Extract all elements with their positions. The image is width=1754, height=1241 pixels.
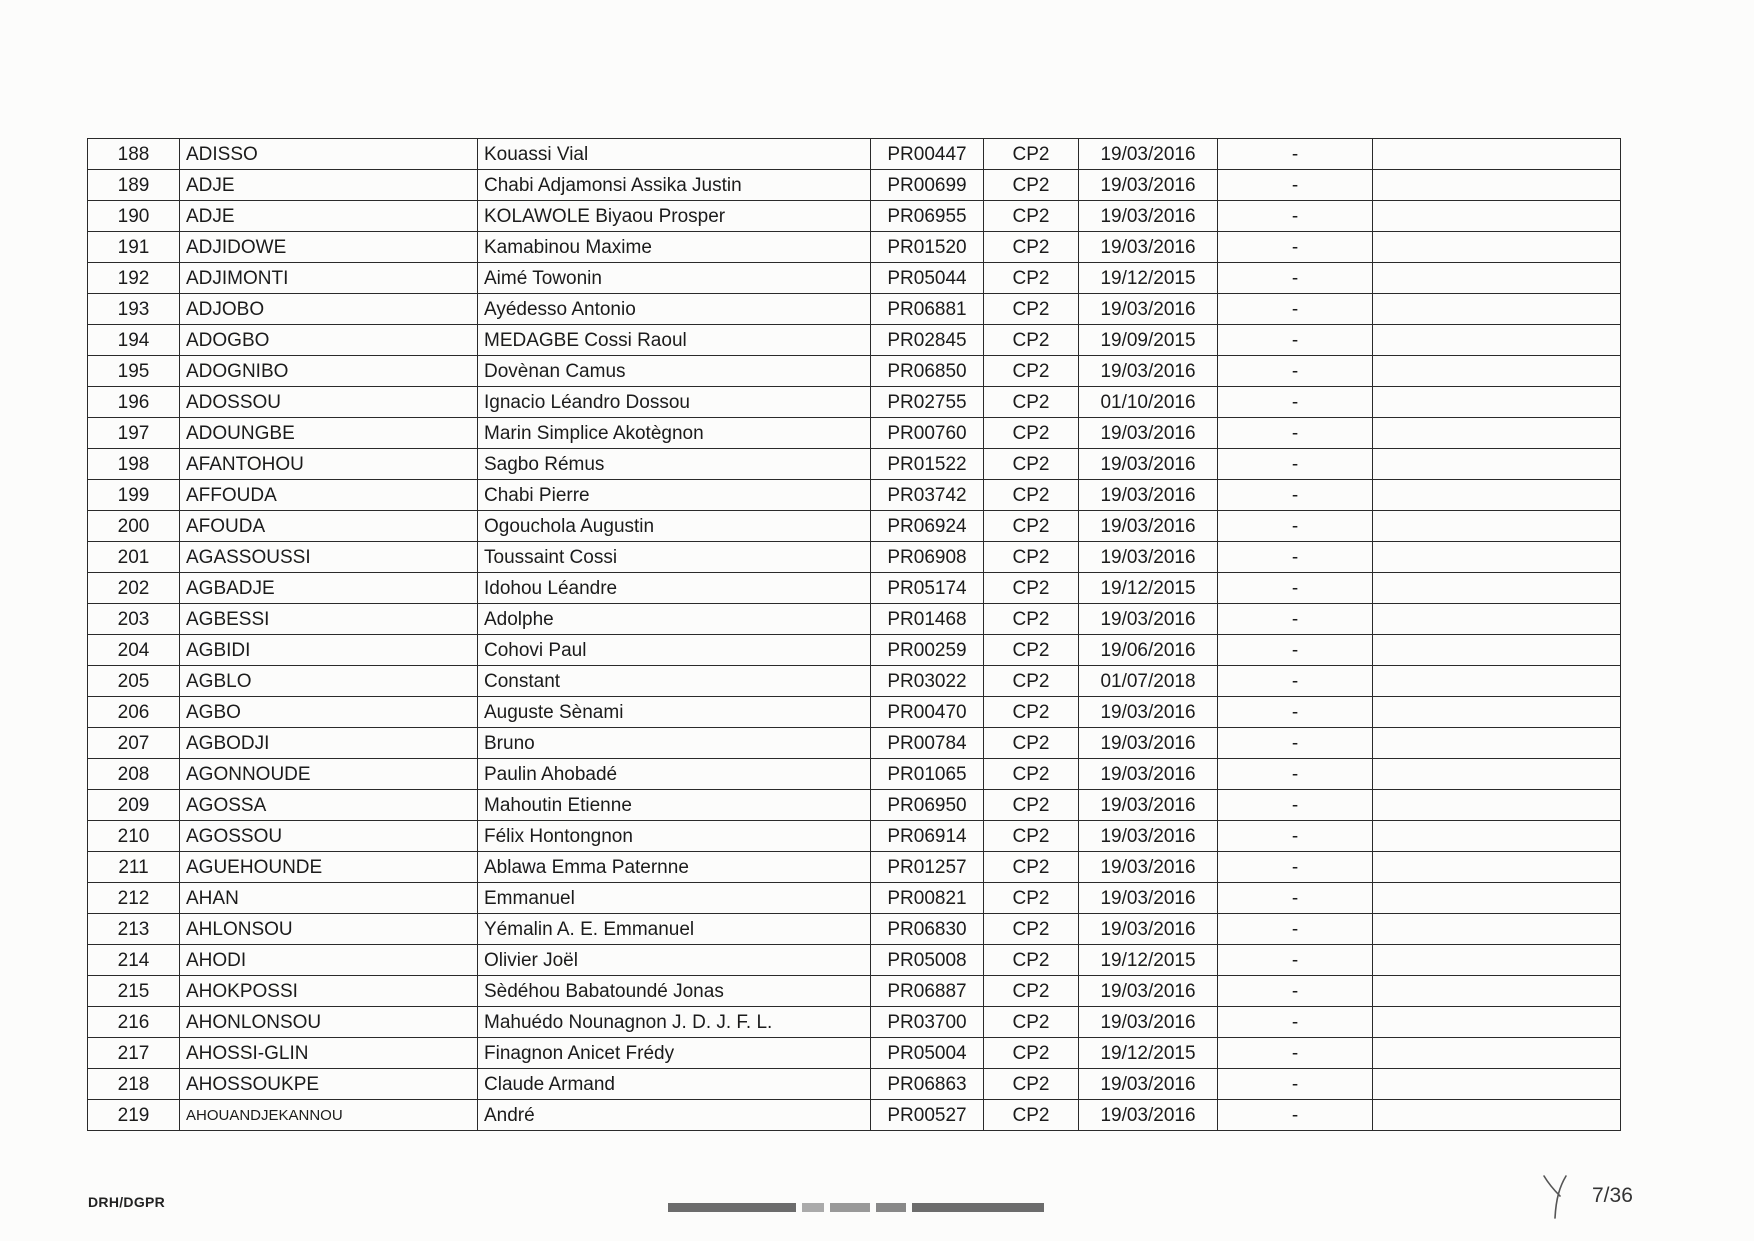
- date-cell: 19/03/2016: [1079, 1007, 1218, 1038]
- registration-number-cell: PR01522: [871, 449, 984, 480]
- table-row: [88, 294, 1621, 325]
- empty-cell: [1373, 914, 1621, 945]
- row-number-cell: 196: [88, 387, 180, 418]
- remark-cell: -: [1218, 945, 1373, 976]
- date-cell: 19/12/2015: [1079, 573, 1218, 604]
- table-row: [88, 914, 1621, 945]
- empty-cell: [1373, 542, 1621, 573]
- first-names-cell: Sèdéhou Babatoundé Jonas: [478, 976, 871, 1007]
- remark-cell: -: [1218, 325, 1373, 356]
- table-row: [88, 201, 1621, 232]
- registration-number-cell: PR05044: [871, 263, 984, 294]
- row-number-cell: 211: [88, 852, 180, 883]
- table-row: [88, 511, 1621, 542]
- remark-cell: -: [1218, 387, 1373, 418]
- table-row: [88, 573, 1621, 604]
- first-names-cell: Olivier Joël: [478, 945, 871, 976]
- first-names-cell: Cohovi Paul: [478, 635, 871, 666]
- last-name-cell: ADJE: [180, 201, 478, 232]
- empty-cell: [1373, 1069, 1621, 1100]
- row-number-cell: 212: [88, 883, 180, 914]
- date-cell: 19/03/2016: [1079, 604, 1218, 635]
- first-names-cell: Ayédesso Antonio: [478, 294, 871, 325]
- grade-cell: CP2: [984, 883, 1079, 914]
- first-names-cell: MEDAGBE Cossi Raoul: [478, 325, 871, 356]
- empty-cell: [1373, 511, 1621, 542]
- empty-cell: [1373, 697, 1621, 728]
- first-names-cell: Idohou Léandre: [478, 573, 871, 604]
- table-row: [88, 728, 1621, 759]
- first-names-cell: Constant: [478, 666, 871, 697]
- remark-cell: -: [1218, 1007, 1373, 1038]
- table-row: [88, 852, 1621, 883]
- date-cell: 19/03/2016: [1079, 883, 1218, 914]
- empty-cell: [1373, 852, 1621, 883]
- registration-number-cell: PR06887: [871, 976, 984, 1007]
- first-names-cell: Sagbo Rémus: [478, 449, 871, 480]
- grade-cell: CP2: [984, 139, 1079, 170]
- grade-cell: CP2: [984, 170, 1079, 201]
- registration-number-cell: PR00470: [871, 697, 984, 728]
- registration-number-cell: PR05008: [871, 945, 984, 976]
- first-names-cell: Marin Simplice Akotègnon: [478, 418, 871, 449]
- page-number: 7/36: [1592, 1184, 1633, 1207]
- grade-cell: CP2: [984, 1007, 1079, 1038]
- grade-cell: CP2: [984, 821, 1079, 852]
- empty-cell: [1373, 945, 1621, 976]
- table-row: [88, 387, 1621, 418]
- row-number-cell: 188: [88, 139, 180, 170]
- table-row: [88, 418, 1621, 449]
- date-cell: 19/09/2015: [1079, 325, 1218, 356]
- grade-cell: CP2: [984, 728, 1079, 759]
- empty-cell: [1373, 635, 1621, 666]
- first-names-cell: Chabi Adjamonsi Assika Justin: [478, 170, 871, 201]
- date-cell: 19/03/2016: [1079, 232, 1218, 263]
- registration-number-cell: PR02755: [871, 387, 984, 418]
- table-row: [88, 1069, 1621, 1100]
- row-number-cell: 194: [88, 325, 180, 356]
- grade-cell: CP2: [984, 1038, 1079, 1069]
- date-cell: 19/03/2016: [1079, 449, 1218, 480]
- last-name-cell: ADOSSOU: [180, 387, 478, 418]
- empty-cell: [1373, 356, 1621, 387]
- remark-cell: -: [1218, 821, 1373, 852]
- empty-cell: [1373, 294, 1621, 325]
- last-name-cell: AFANTOHOU: [180, 449, 478, 480]
- date-cell: 19/03/2016: [1079, 1100, 1218, 1131]
- remark-cell: -: [1218, 356, 1373, 387]
- last-name-cell: AGBO: [180, 697, 478, 728]
- registration-number-cell: PR01257: [871, 852, 984, 883]
- grade-cell: CP2: [984, 418, 1079, 449]
- grade-cell: CP2: [984, 542, 1079, 573]
- grade-cell: CP2: [984, 604, 1079, 635]
- row-number-cell: 207: [88, 728, 180, 759]
- grade-cell: CP2: [984, 945, 1079, 976]
- first-names-cell: Ignacio Léandro Dossou: [478, 387, 871, 418]
- date-cell: 19/03/2016: [1079, 976, 1218, 1007]
- empty-cell: [1373, 821, 1621, 852]
- row-number-cell: 201: [88, 542, 180, 573]
- grade-cell: CP2: [984, 480, 1079, 511]
- table-row: [88, 976, 1621, 1007]
- last-name-cell: AHOUANDJEKANNOU: [180, 1100, 478, 1131]
- last-name-cell: AHLONSOU: [180, 914, 478, 945]
- date-cell: 19/03/2016: [1079, 821, 1218, 852]
- row-number-cell: 208: [88, 759, 180, 790]
- last-name-cell: AGBIDI: [180, 635, 478, 666]
- remark-cell: -: [1218, 480, 1373, 511]
- remark-cell: -: [1218, 542, 1373, 573]
- date-cell: 19/12/2015: [1079, 945, 1218, 976]
- grade-cell: CP2: [984, 294, 1079, 325]
- row-number-cell: 200: [88, 511, 180, 542]
- row-number-cell: 191: [88, 232, 180, 263]
- empty-cell: [1373, 201, 1621, 232]
- personnel-table: [87, 138, 1621, 1131]
- date-cell: 19/03/2016: [1079, 511, 1218, 542]
- date-cell: 19/03/2016: [1079, 728, 1218, 759]
- registration-number-cell: PR06955: [871, 201, 984, 232]
- first-names-cell: Mahuédo Nounagnon J. D. J. F. L.: [478, 1007, 871, 1038]
- registration-number-cell: PR01468: [871, 604, 984, 635]
- last-name-cell: AHOSSI-GLIN: [180, 1038, 478, 1069]
- row-number-cell: 197: [88, 418, 180, 449]
- last-name-cell: AFOUDA: [180, 511, 478, 542]
- last-name-cell: AGBLO: [180, 666, 478, 697]
- first-names-cell: Adolphe: [478, 604, 871, 635]
- date-cell: 19/03/2016: [1079, 914, 1218, 945]
- registration-number-cell: PR05174: [871, 573, 984, 604]
- first-names-cell: Dovènan Camus: [478, 356, 871, 387]
- remark-cell: -: [1218, 604, 1373, 635]
- date-cell: 19/03/2016: [1079, 759, 1218, 790]
- remark-cell: -: [1218, 883, 1373, 914]
- remark-cell: -: [1218, 697, 1373, 728]
- registration-number-cell: PR06924: [871, 511, 984, 542]
- row-number-cell: 198: [88, 449, 180, 480]
- table-row: [88, 759, 1621, 790]
- grade-cell: CP2: [984, 697, 1079, 728]
- last-name-cell: AGOSSA: [180, 790, 478, 821]
- table-row: [88, 1100, 1621, 1131]
- grade-cell: CP2: [984, 356, 1079, 387]
- grade-cell: CP2: [984, 449, 1079, 480]
- empty-cell: [1373, 170, 1621, 201]
- date-cell: 19/03/2016: [1079, 790, 1218, 821]
- registration-number-cell: PR00760: [871, 418, 984, 449]
- row-number-cell: 214: [88, 945, 180, 976]
- table-row: [88, 139, 1621, 170]
- first-names-cell: KOLAWOLE Biyaou Prosper: [478, 201, 871, 232]
- grade-cell: CP2: [984, 263, 1079, 294]
- grade-cell: CP2: [984, 325, 1079, 356]
- registration-number-cell: PR00821: [871, 883, 984, 914]
- table-row: [88, 232, 1621, 263]
- row-number-cell: 210: [88, 821, 180, 852]
- last-name-cell: AFFOUDA: [180, 480, 478, 511]
- first-names-cell: Félix Hontongnon: [478, 821, 871, 852]
- registration-number-cell: PR06830: [871, 914, 984, 945]
- date-cell: 19/03/2016: [1079, 418, 1218, 449]
- row-number-cell: 189: [88, 170, 180, 201]
- grade-cell: CP2: [984, 976, 1079, 1007]
- remark-cell: -: [1218, 294, 1373, 325]
- table-row: [88, 883, 1621, 914]
- table-row: [88, 170, 1621, 201]
- first-names-cell: Aimé Towonin: [478, 263, 871, 294]
- first-names-cell: Toussaint Cossi: [478, 542, 871, 573]
- row-number-cell: 217: [88, 1038, 180, 1069]
- row-number-cell: 205: [88, 666, 180, 697]
- table-row: [88, 604, 1621, 635]
- table-row: [88, 263, 1621, 294]
- date-cell: 19/03/2016: [1079, 697, 1218, 728]
- registration-number-cell: PR03742: [871, 480, 984, 511]
- date-cell: 19/03/2016: [1079, 170, 1218, 201]
- registration-number-cell: PR03700: [871, 1007, 984, 1038]
- first-names-cell: Yémalin A. E. Emmanuel: [478, 914, 871, 945]
- registration-number-cell: PR06881: [871, 294, 984, 325]
- registration-number-cell: PR00259: [871, 635, 984, 666]
- registration-number-cell: PR02845: [871, 325, 984, 356]
- registration-number-cell: PR05004: [871, 1038, 984, 1069]
- remark-cell: -: [1218, 1069, 1373, 1100]
- last-name-cell: ADOGBO: [180, 325, 478, 356]
- first-names-cell: Ogouchola Augustin: [478, 511, 871, 542]
- footer-stamp-mark: [668, 1203, 1054, 1212]
- last-name-cell: ADJIDOWE: [180, 232, 478, 263]
- table-row: [88, 821, 1621, 852]
- last-name-cell: AGONNOUDE: [180, 759, 478, 790]
- remark-cell: -: [1218, 139, 1373, 170]
- first-names-cell: Bruno: [478, 728, 871, 759]
- empty-cell: [1373, 480, 1621, 511]
- remark-cell: -: [1218, 759, 1373, 790]
- row-number-cell: 218: [88, 1069, 180, 1100]
- first-names-cell: André: [478, 1100, 871, 1131]
- last-name-cell: ADJE: [180, 170, 478, 201]
- table-row: [88, 666, 1621, 697]
- row-number-cell: 209: [88, 790, 180, 821]
- empty-cell: [1373, 604, 1621, 635]
- remark-cell: -: [1218, 852, 1373, 883]
- registration-number-cell: PR00784: [871, 728, 984, 759]
- row-number-cell: 192: [88, 263, 180, 294]
- empty-cell: [1373, 1007, 1621, 1038]
- first-names-cell: Finagnon Anicet Frédy: [478, 1038, 871, 1069]
- table-row: [88, 945, 1621, 976]
- last-name-cell: AGBESSI: [180, 604, 478, 635]
- row-number-cell: 195: [88, 356, 180, 387]
- remark-cell: -: [1218, 976, 1373, 1007]
- grade-cell: CP2: [984, 666, 1079, 697]
- table-row: [88, 325, 1621, 356]
- last-name-cell: AHODI: [180, 945, 478, 976]
- table-row: [88, 1007, 1621, 1038]
- table-row: [88, 356, 1621, 387]
- table-row: [88, 542, 1621, 573]
- first-names-cell: Kamabinou Maxime: [478, 232, 871, 263]
- date-cell: 19/03/2016: [1079, 201, 1218, 232]
- empty-cell: [1373, 790, 1621, 821]
- first-names-cell: Mahoutin Etienne: [478, 790, 871, 821]
- registration-number-cell: PR03022: [871, 666, 984, 697]
- first-names-cell: Claude Armand: [478, 1069, 871, 1100]
- grade-cell: CP2: [984, 573, 1079, 604]
- registration-number-cell: PR06863: [871, 1069, 984, 1100]
- first-names-cell: Paulin Ahobadé: [478, 759, 871, 790]
- empty-cell: [1373, 976, 1621, 1007]
- remark-cell: -: [1218, 201, 1373, 232]
- date-cell: 19/03/2016: [1079, 139, 1218, 170]
- remark-cell: -: [1218, 914, 1373, 945]
- registration-number-cell: PR00527: [871, 1100, 984, 1131]
- empty-cell: [1373, 759, 1621, 790]
- last-name-cell: AGASSOUSSI: [180, 542, 478, 573]
- table-row: [88, 1038, 1621, 1069]
- table-row: [88, 480, 1621, 511]
- grade-cell: CP2: [984, 1069, 1079, 1100]
- remark-cell: -: [1218, 232, 1373, 263]
- last-name-cell: AGBODJI: [180, 728, 478, 759]
- row-number-cell: 193: [88, 294, 180, 325]
- remark-cell: -: [1218, 170, 1373, 201]
- row-number-cell: 219: [88, 1100, 180, 1131]
- table-body: [88, 139, 1621, 1131]
- date-cell: 19/03/2016: [1079, 1069, 1218, 1100]
- remark-cell: -: [1218, 728, 1373, 759]
- first-names-cell: Ablawa Emma Paternne: [478, 852, 871, 883]
- row-number-cell: 206: [88, 697, 180, 728]
- last-name-cell: AGBADJE: [180, 573, 478, 604]
- first-names-cell: Kouassi Vial: [478, 139, 871, 170]
- grade-cell: CP2: [984, 201, 1079, 232]
- last-name-cell: AHOSSOUKPE: [180, 1069, 478, 1100]
- date-cell: 19/03/2016: [1079, 294, 1218, 325]
- grade-cell: CP2: [984, 1100, 1079, 1131]
- date-cell: 19/12/2015: [1079, 263, 1218, 294]
- remark-cell: -: [1218, 449, 1373, 480]
- registration-number-cell: PR01065: [871, 759, 984, 790]
- row-number-cell: 190: [88, 201, 180, 232]
- row-number-cell: 215: [88, 976, 180, 1007]
- registration-number-cell: PR06908: [871, 542, 984, 573]
- empty-cell: [1373, 139, 1621, 170]
- empty-cell: [1373, 883, 1621, 914]
- remark-cell: -: [1218, 635, 1373, 666]
- last-name-cell: ADJOBO: [180, 294, 478, 325]
- registration-number-cell: PR06914: [871, 821, 984, 852]
- last-name-cell: AGUEHOUNDE: [180, 852, 478, 883]
- date-cell: 19/03/2016: [1079, 356, 1218, 387]
- last-name-cell: AGOSSOU: [180, 821, 478, 852]
- empty-cell: [1373, 666, 1621, 697]
- date-cell: 01/10/2016: [1079, 387, 1218, 418]
- grade-cell: CP2: [984, 790, 1079, 821]
- empty-cell: [1373, 263, 1621, 294]
- registration-number-cell: PR00447: [871, 139, 984, 170]
- table-row: [88, 697, 1621, 728]
- last-name-cell: ADOGNIBO: [180, 356, 478, 387]
- remark-cell: -: [1218, 573, 1373, 604]
- row-number-cell: 202: [88, 573, 180, 604]
- handwritten-initials: [1540, 1172, 1570, 1222]
- empty-cell: [1373, 232, 1621, 263]
- empty-cell: [1373, 1100, 1621, 1131]
- empty-cell: [1373, 1038, 1621, 1069]
- empty-cell: [1373, 573, 1621, 604]
- table-row: [88, 449, 1621, 480]
- date-cell: 01/07/2018: [1079, 666, 1218, 697]
- last-name-cell: AHOKPOSSI: [180, 976, 478, 1007]
- remark-cell: -: [1218, 666, 1373, 697]
- empty-cell: [1373, 418, 1621, 449]
- empty-cell: [1373, 728, 1621, 759]
- registration-number-cell: PR00699: [871, 170, 984, 201]
- grade-cell: CP2: [984, 232, 1079, 263]
- row-number-cell: 213: [88, 914, 180, 945]
- grade-cell: CP2: [984, 511, 1079, 542]
- first-names-cell: Chabi Pierre: [478, 480, 871, 511]
- remark-cell: -: [1218, 1100, 1373, 1131]
- table-row: [88, 790, 1621, 821]
- last-name-cell: AHONLONSOU: [180, 1007, 478, 1038]
- grade-cell: CP2: [984, 387, 1079, 418]
- date-cell: 19/12/2015: [1079, 1038, 1218, 1069]
- last-name-cell: AHAN: [180, 883, 478, 914]
- row-number-cell: 216: [88, 1007, 180, 1038]
- last-name-cell: ADISSO: [180, 139, 478, 170]
- remark-cell: -: [1218, 790, 1373, 821]
- row-number-cell: 204: [88, 635, 180, 666]
- registration-number-cell: PR06950: [871, 790, 984, 821]
- remark-cell: -: [1218, 418, 1373, 449]
- last-name-cell: ADJIMONTI: [180, 263, 478, 294]
- empty-cell: [1373, 325, 1621, 356]
- date-cell: 19/03/2016: [1079, 852, 1218, 883]
- grade-cell: CP2: [984, 759, 1079, 790]
- date-cell: 19/03/2016: [1079, 480, 1218, 511]
- row-number-cell: 203: [88, 604, 180, 635]
- remark-cell: -: [1218, 511, 1373, 542]
- grade-cell: CP2: [984, 852, 1079, 883]
- empty-cell: [1373, 387, 1621, 418]
- department-code: DRH/DGPR: [88, 1194, 166, 1210]
- first-names-cell: Auguste Sènami: [478, 697, 871, 728]
- grade-cell: CP2: [984, 914, 1079, 945]
- row-number-cell: 199: [88, 480, 180, 511]
- registration-number-cell: PR01520: [871, 232, 984, 263]
- registration-number-cell: PR06850: [871, 356, 984, 387]
- grade-cell: CP2: [984, 635, 1079, 666]
- remark-cell: -: [1218, 1038, 1373, 1069]
- last-name-cell: ADOUNGBE: [180, 418, 478, 449]
- empty-cell: [1373, 449, 1621, 480]
- first-names-cell: Emmanuel: [478, 883, 871, 914]
- date-cell: 19/06/2016: [1079, 635, 1218, 666]
- remark-cell: -: [1218, 263, 1373, 294]
- date-cell: 19/03/2016: [1079, 542, 1218, 573]
- table-row: [88, 635, 1621, 666]
